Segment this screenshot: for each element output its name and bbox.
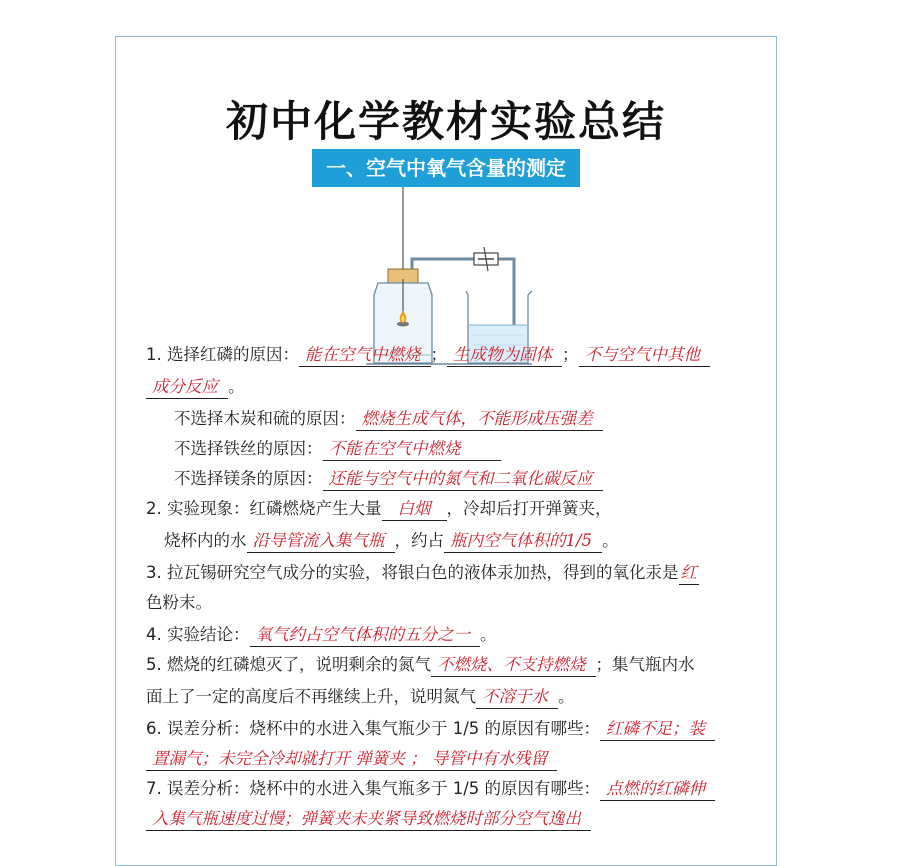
apparatus-illustration — [356, 187, 536, 367]
section-title-banner: 一、空气中氧气含量的测定 — [312, 149, 580, 187]
q5b-answer: 不溶于水 — [476, 686, 558, 709]
q5-line — [146, 653, 752, 677]
q5b-end: 。 — [558, 687, 575, 706]
q1c-line — [174, 437, 752, 461]
q2b-line — [164, 529, 752, 553]
q1c-label: 不选择铁丝的原因： — [174, 439, 323, 458]
q7-answer-1: 点燃的红磷伸 — [600, 778, 715, 801]
q7-answer-2: 入集气瓶速度过慢；弹簧夹未夹紧导致燃烧时部分空气逸出 — [146, 808, 591, 831]
q2b-end: 。 — [602, 531, 619, 550]
q1d-line — [174, 467, 752, 491]
q6-answer-2: 置漏气；未完全冷却就打开 弹簧夹 ； 导管中有水残留 — [146, 748, 557, 771]
q3-answer: 红 — [679, 562, 700, 585]
q1-answer-3b: 成分反应 — [146, 376, 228, 399]
q6-label: 6. 误差分析：烧杯中的水进入集气瓶少于 1/5 的原因有哪些： — [146, 719, 601, 738]
q3-line — [146, 561, 752, 585]
q1b-answer: 燃烧生成气体，不能形成压强差 — [356, 408, 603, 431]
q4-answer: 氧气约占空气体积的五分之一 — [250, 624, 481, 647]
page-title: 初中化学教材实验总结 — [225, 97, 666, 146]
q5-label: 5. 燃烧的红磷熄灭了，说明剩余的氮气 — [146, 655, 431, 674]
q7-label: 7. 误差分析：烧杯中的水进入集气瓶多于 1/5 的原因有哪些： — [146, 779, 601, 798]
q3-tail: 色粉末。 — [146, 593, 212, 612]
q6-answer-1: 红磷不足；装 — [600, 718, 715, 741]
q1-label: 1. 选择红磷的原因： — [146, 345, 299, 364]
q7-line — [146, 777, 752, 801]
q1d-answer: 还能与空气中的氮气和二氧化碳反应 — [323, 468, 603, 491]
q1-answer-2: 生成物为固体 — [447, 344, 562, 367]
q5b-line — [146, 685, 752, 709]
q2-mid: ，冷却后打开弹簧夹， — [446, 499, 612, 518]
q2-answer-1: 白烟 — [382, 498, 447, 521]
q7-line-cont — [146, 807, 752, 831]
q2b-mid: ，约占 — [394, 531, 444, 550]
q5-mid: ；集气瓶内水 — [595, 655, 695, 674]
q1-sep-2: ； — [562, 345, 579, 364]
q6-line-cont — [146, 747, 752, 771]
q1-answer-3a: 不与空气中其他 — [579, 344, 711, 367]
q2-label: 2. 实验现象：红磷燃烧产生大量 — [146, 499, 382, 518]
q5-answer-1: 不燃烧、不支持燃烧 — [431, 654, 596, 677]
q2b-answer-2: 瓶内空气体积的1/5 — [444, 530, 602, 553]
q3-text: 3. 拉瓦锡研究空气成分的实验，将银白色的液体汞加热，得到的氧化汞是 — [146, 563, 679, 582]
q1-end: 。 — [228, 377, 245, 396]
q4-line — [146, 623, 752, 647]
q1c-answer: 不能在空气中燃烧 — [323, 438, 501, 461]
q1d-label: 不选择镁条的原因： — [174, 469, 323, 488]
q1-line-cont — [146, 375, 752, 399]
q1-line — [146, 343, 752, 367]
q1-answer-1: 能在空气中燃烧 — [299, 344, 431, 367]
q2b-label: 烧杯内的水 — [164, 531, 247, 550]
q3-line-cont — [146, 591, 752, 615]
q2-line — [146, 497, 752, 521]
q6-line — [146, 717, 752, 741]
q1b-line — [174, 407, 752, 431]
q1-sep-1: ； — [430, 345, 447, 364]
q4-end: 。 — [480, 625, 497, 644]
worksheet-page — [115, 36, 777, 866]
q4-label: 4. 实验结论： — [146, 625, 250, 644]
q2b-answer-1: 沿导管流入集气瓶 — [247, 530, 395, 553]
q5b-label: 面上了一定的高度后不再继续上升，说明氮气 — [146, 687, 476, 706]
q1b-label: 不选择木炭和硫的原因： — [174, 409, 356, 428]
